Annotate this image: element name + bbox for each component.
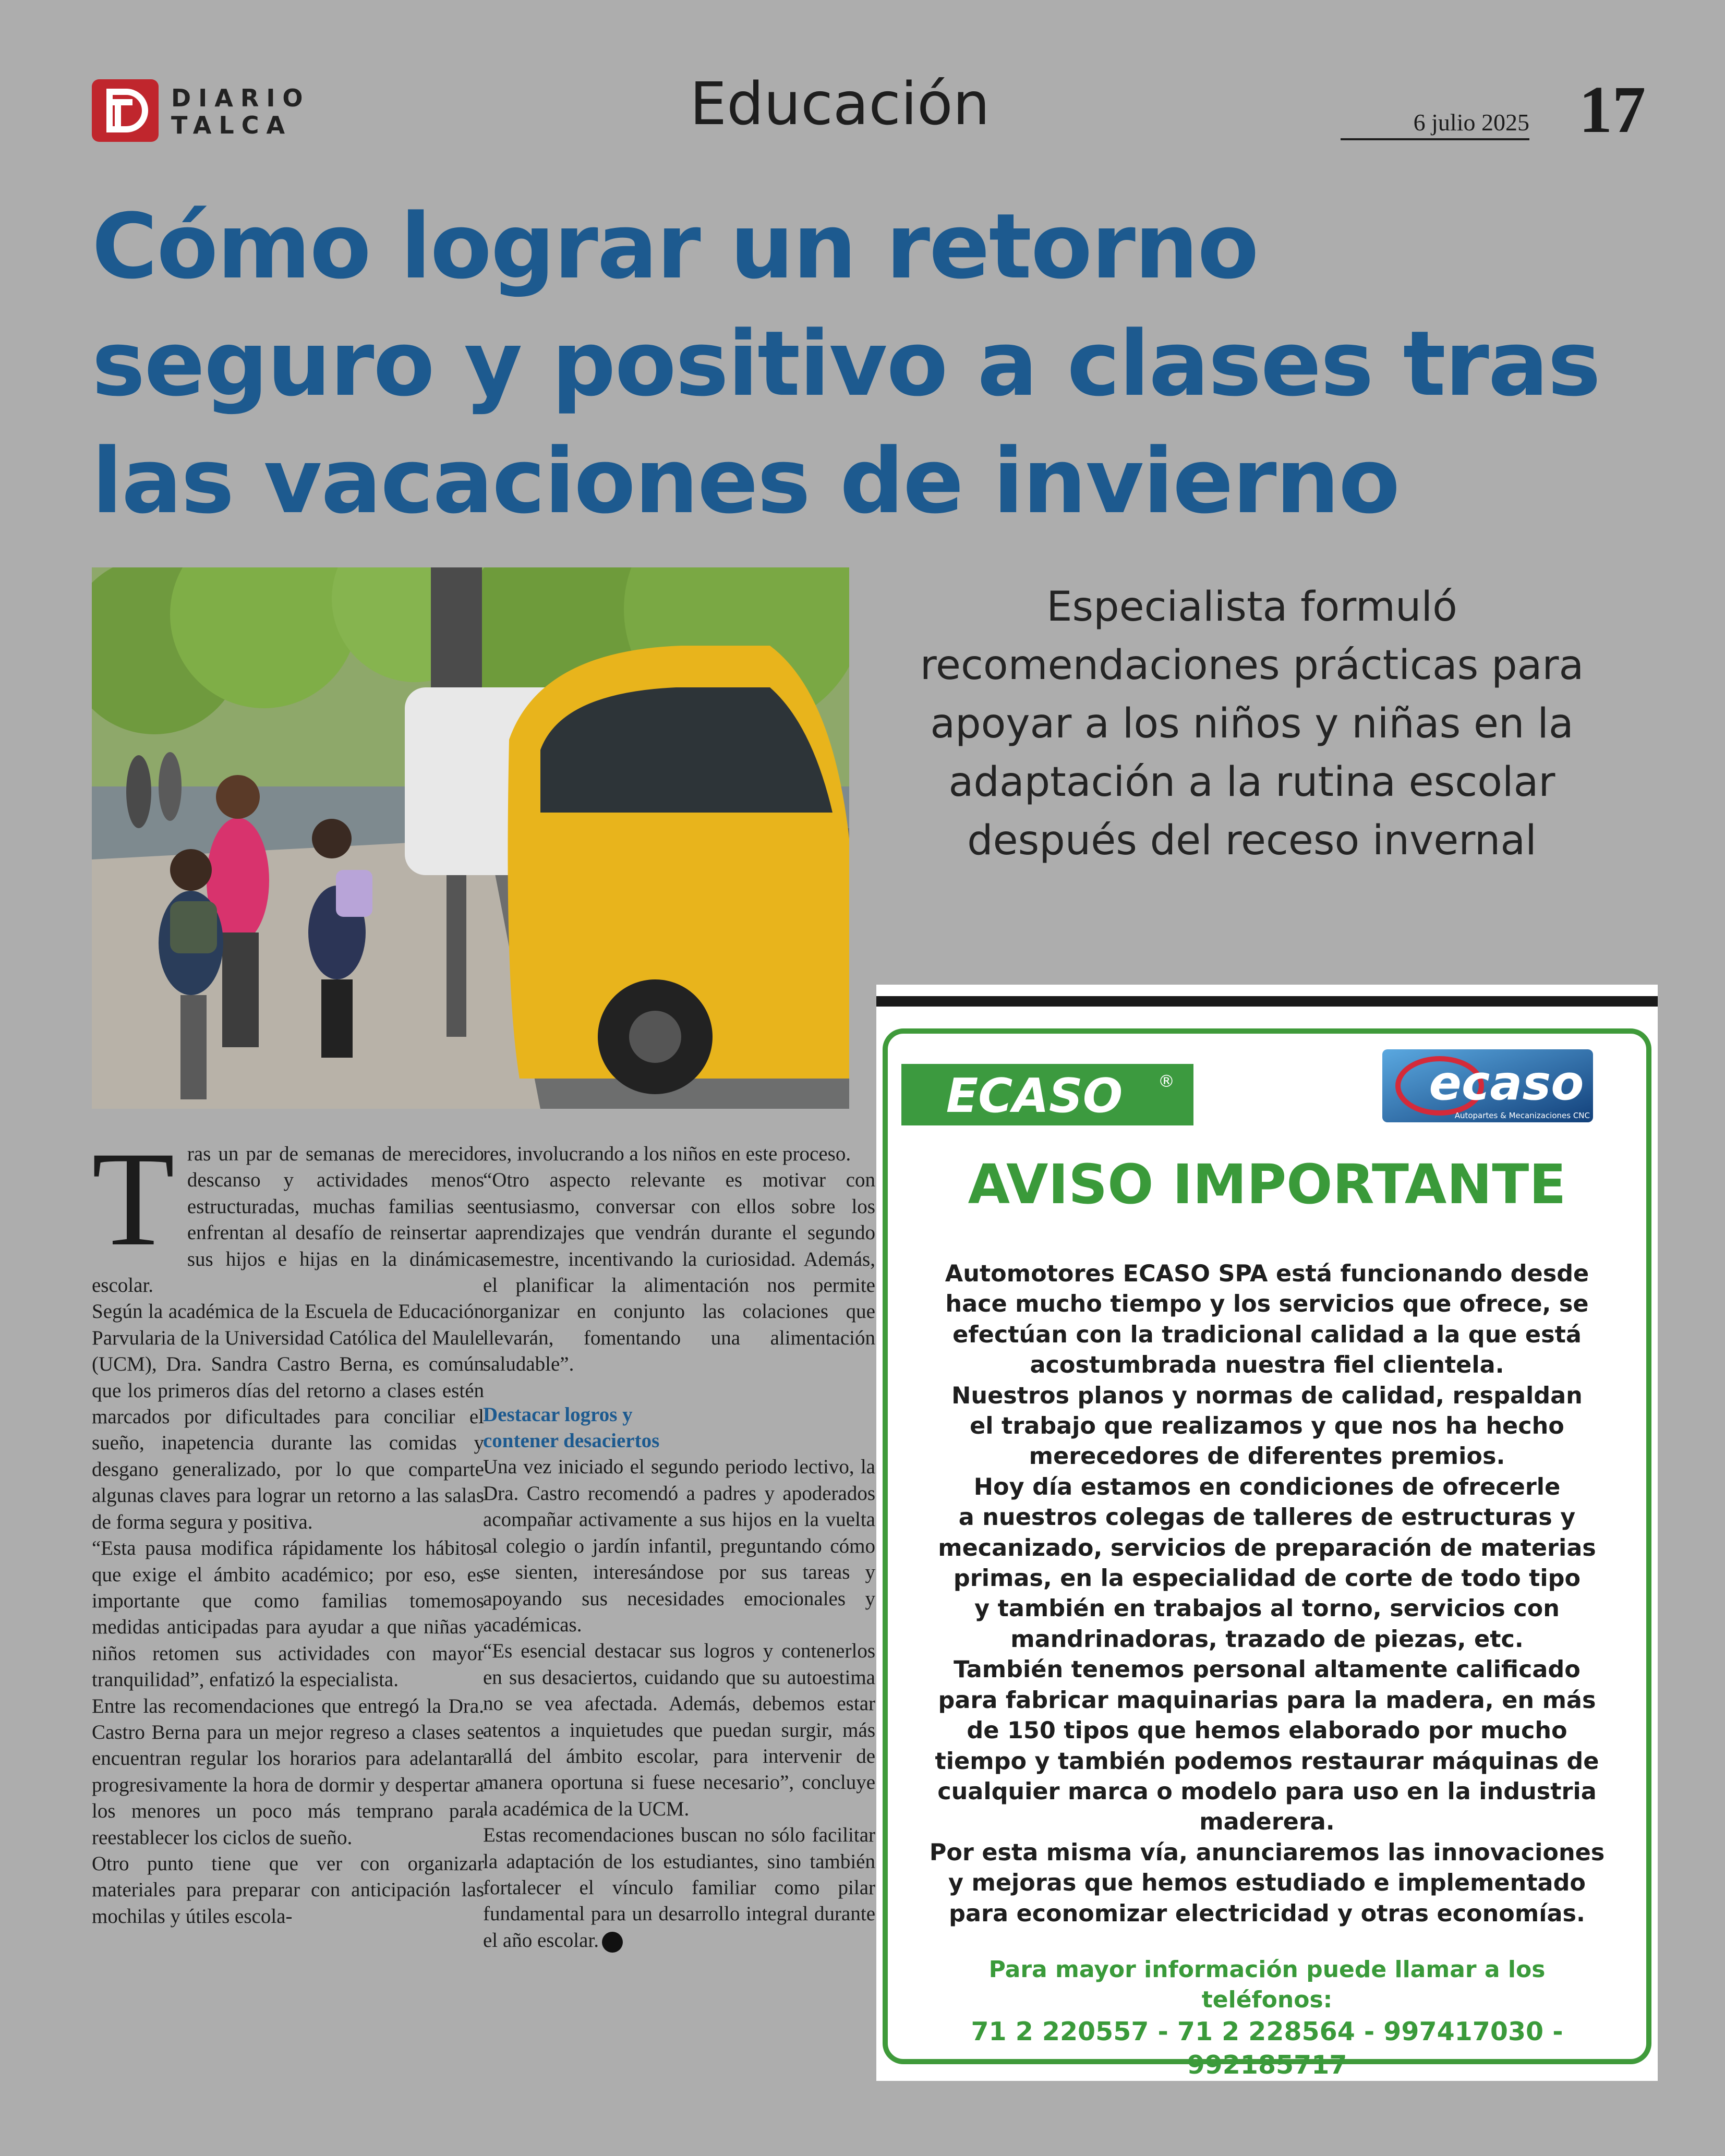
ad-line: Hoy día estamos en condiciones de ofrecerle (973, 1473, 1561, 1500)
article-paragraph: “Otro aspecto relevante es motivar con entusiasmo, conversar con ellos sobre los aprendizajes que vendrán durante el segundo semestre, incentivando la curiosidad. Además, el planificar la alimentación nos permite organizar en conjunto las colaciones que llevarán, fomentando una alimentación saludable”. (483, 1169, 875, 1376)
article-paragraph: Según la académica de la Escuela de Educación Parvularia de la Universidad Católica del Maule (UCM), Dra. Sandra Castro Berna, es común que los primeros días del retorno a clases estén marcados por dificultades para conciliar el sueño, inapetencia durante las comidas y desgano generalizado, por lo que comparte algunas claves para lograr un retorno a las salas de forma segura y positiva. (92, 1300, 484, 1533)
headline-line: Cómo lograr un retorno (92, 194, 1258, 299)
paragraph-text: Estas recomendaciones buscan no sólo facilitar la adaptación de los estudiantes, sino también fortalecer el vínculo familiar como pilar fundamental para un desarrollo integral durante el año escolar. (483, 1824, 875, 1952)
subtitle-line: Especialista formuló (1046, 584, 1457, 631)
ad-line: efectúan con la tradicional calidad a la que está (952, 1321, 1582, 1348)
article-subtitle (887, 578, 1617, 870)
logo-mark-icon (92, 79, 159, 142)
subtitle-line: recomendaciones prácticas para (920, 642, 1584, 689)
ecaso-logo-text: ECASO (946, 1069, 1123, 1123)
subhead-line: contener desaciertos (483, 1430, 660, 1452)
ad-contact-line: Para mayor información puede llamar a los (988, 1956, 1546, 1983)
subhead-line: Destacar logros y (483, 1403, 633, 1426)
registered-mark: ® (1158, 1071, 1175, 1091)
ad-line: También tenemos personal altamente calificado (954, 1656, 1581, 1683)
ad-line: Automotores ECASO SPA está funcionando desde (945, 1261, 1589, 1287)
ad-line: para fabricar maquinarias para la madera, en más (938, 1687, 1596, 1714)
article-paragraph (92, 1124, 484, 1299)
ad-body (897, 1259, 1637, 1929)
article-column-2 (483, 1141, 875, 1954)
ad-line: tiempo y también podemos restaurar máquinas de (935, 1748, 1599, 1775)
subtitle-line: apoyar a los niños y niñas en la (930, 700, 1574, 747)
headline-line: seguro y positivo a clases tras (92, 311, 1600, 416)
paragraph-text: ras un par de semanas de merecido descanso y actividades menos estructuradas, muchas familias se enfrentan al desafío de reinsertar a sus hijos e hijas en la dinámica escolar. (92, 1143, 484, 1297)
article-subhead (483, 1402, 875, 1455)
issue-date: 6 julio 2025 (1341, 108, 1529, 140)
ecaso-logo-left (901, 1064, 1193, 1125)
article-paragraph: Otro punto tiene que ver con organizar materiales para preparar con anticipación las mochilas y útiles escola- (92, 1852, 484, 1928)
logo-wordmark (171, 84, 310, 139)
article-paragraph: “Esta pausa modifica rápidamente los hábitos que exige el ámbito académico; por eso, es importante que como familias tomemos medidas anticipadas para ayudar a que niñas y niños retomen sus actividades con mayor tranquilidad”, enfatizó la especialista. (92, 1537, 484, 1691)
ecaso-tagline: Autopartes & Mecanizaciones CNC (1454, 1111, 1590, 1120)
article-paragraph: Entre las recomendaciones que entregó la Dra. Castro Berna para un mejor regreso a clases se encuentran regular los horarios para adelantar progresivamente la hora de dormir y despertar a los menores un poco más temprano para reestablecer los ciclos de sueño. (92, 1694, 484, 1849)
subtitle-line: después del receso invernal (967, 817, 1537, 864)
section-title: Educación (690, 70, 990, 138)
ad-phone-numbers: 71 2 220557 - 71 2 228564 - 997417030 - 992185717 (971, 2017, 1563, 2080)
ad-line: cualquier marca o modelo para uso en la industria (937, 1778, 1597, 1805)
ad-line: de 150 tipos que hemos elaborado por mucho (967, 1717, 1567, 1745)
article-paragraph: “Es esencial destacar sus logros y contenerlos en sus desaciertos, cuidando que su autoestima no se vea afectada. Además, debemos estar atentos a inquietudes que puedan surgir, más allá del ámbito escolar, para intervenir de manera oportuna si fuese necesario”, concluye la académica de la UCM. (483, 1640, 875, 1820)
diario-talca-logo (92, 78, 311, 146)
headline-line: las vacaciones de invierno (92, 429, 1400, 534)
drop-cap: T (92, 1124, 175, 1274)
ad-line: merecedores de diferentes premios. (1029, 1443, 1505, 1470)
ad-line: el trabajo que realizamos y que nos ha hecho (970, 1413, 1564, 1440)
ecaso-logo-right (1382, 1049, 1593, 1138)
ad-contact-label (897, 1955, 1637, 2015)
article-column-1 (92, 1124, 484, 1930)
ad-line: mecanizado, servicios de preparación de materias (938, 1534, 1596, 1561)
ad-line: para economizar electricidad y otras economías. (949, 1900, 1585, 1927)
ad-line: acostumbrada nuestra fiel clientela. (1030, 1352, 1504, 1379)
subtitle-line: adaptación a la rutina escolar (948, 759, 1555, 806)
ad-contact (897, 1955, 1637, 2082)
article-paragraph (483, 1822, 875, 1954)
ad-line: maderera. (1199, 1809, 1335, 1836)
ad-line: y mejoras que hemos estudiado e implementado (948, 1870, 1586, 1897)
article-headline (92, 188, 1657, 540)
ad-line: primas, en la especialidad de corte de todo tipo (953, 1565, 1581, 1592)
article-photo (92, 567, 849, 1109)
article-paragraph: Una vez iniciado el segundo periodo lectivo, la Dra. Castro recomendó a padres y apoderados acompañar activamente a sus hijos en la vuelta al colegio o jardín infantil, preguntando cómo se sienten, interesándose por sus tareas y apoyando sus necesidades emocionales y académicas. (483, 1456, 875, 1636)
article-paragraph: res, involucrando a los niños en este proceso. (483, 1143, 851, 1165)
end-mark-icon (602, 1932, 623, 1953)
ad-contact-line: teléfonos: (1201, 1987, 1333, 2013)
ad-line: Por esta misma vía, anunciaremos las innovaciones (929, 1839, 1605, 1866)
ad-line: mandrinadoras, trazado de piezas, etc. (1010, 1626, 1524, 1653)
ad-title: AVISO IMPORTANTE (968, 1153, 1566, 1216)
ad-top-rule (876, 996, 1658, 1007)
ad-line: hace mucho tiempo y los servicios que ofrece, se (945, 1291, 1589, 1318)
ad-line: a nuestros colegas de talleres de estructuras y (958, 1504, 1576, 1531)
ad-line: Nuestros planos y normas de calidad, respaldan (951, 1382, 1583, 1409)
page-number: 17 (1579, 72, 1646, 147)
ecaso-logo-right-text: ecaso (1429, 1055, 1584, 1111)
ecaso-advertisement (876, 985, 1658, 2081)
ad-line: y también en trabajos al torno, servicios con (974, 1595, 1560, 1622)
logo-line-diario: DIARIO (171, 84, 310, 112)
logo-line-talca: TALCA (171, 111, 293, 139)
